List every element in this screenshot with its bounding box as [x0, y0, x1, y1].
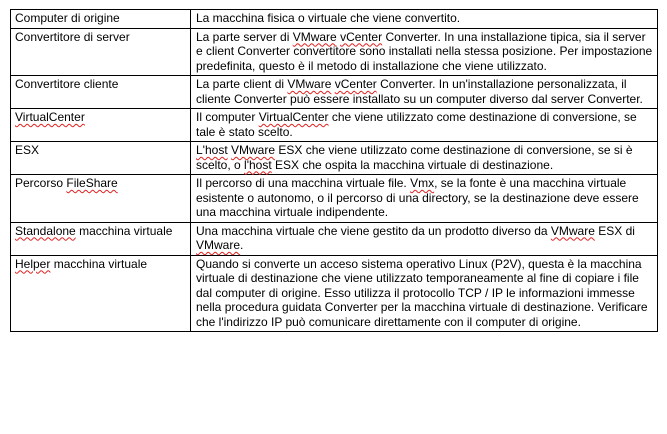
- definition-cell: La macchina fisica o virtuale che viene convertito.: [191, 10, 658, 29]
- term-cell: Computer di origine: [11, 10, 191, 29]
- definition-cell: L'host VMware ESX che viene utilizzato come destinazione di conversione, se si è scelto, o l'host ESX che ospita la macchina virtuale di destinazione.: [191, 142, 658, 175]
- term-cell: Convertitore cliente: [11, 76, 191, 109]
- spellcheck-flagged-word: l'host: [244, 157, 272, 172]
- spellcheck-flagged-word: Standalone: [15, 223, 76, 238]
- spellcheck-flagged-word: VMware: [196, 238, 241, 252]
- table-row: [11, 255, 658, 332]
- definition-cell: Quando si converte un acceso sistema operativo Linux (P2V), questa è la macchina virtuale di destinazione che viene utilizzato temporaneamente al fine di copiare i file dal computer di origine. Esso utilizza il protocollo TCP / IP le informazioni immesse nella procedura guidata Converter per la macchina virtuale di destinazione. Verificare che l'indirizzo IP può comunicare direttamente con il computer di origine.: [191, 255, 658, 332]
- glossary-table: [10, 9, 658, 332]
- spellcheck-flagged-word: vCenter: [340, 29, 383, 44]
- spellcheck-flagged-word: Vmx: [410, 176, 435, 190]
- table-row: [11, 175, 658, 223]
- spellcheck-flagged-word: FileShare: [66, 176, 118, 190]
- spellcheck-flagged-word: VirtualCenter: [15, 110, 85, 124]
- spellcheck-flagged-word: VMware: [287, 77, 332, 91]
- spellcheck-flagged-word: VMware: [231, 143, 276, 157]
- spellcheck-flagged-word: VMware: [550, 223, 595, 238]
- term-cell: Helper macchina virtuale: [11, 255, 191, 332]
- definition-cell: Una macchina virtuale che viene gestito da un prodotto diverso da VMware ESX di VMware.: [191, 222, 658, 255]
- table-row: [11, 222, 658, 255]
- term-cell: ESX: [11, 142, 191, 175]
- definition-cell: La parte server di VMware vCenter Converter. In una installazione tipica, sia il server e client Converter convertitore sono installati nella stessa posizione. Per impostazione predefinita, questo è il metodo di installazione che viene utilizzato.: [191, 28, 658, 76]
- table-row: [11, 109, 658, 142]
- table-row: [11, 10, 658, 29]
- term-cell: [11, 109, 191, 142]
- spellcheck-flagged-word: L'host: [196, 143, 228, 157]
- spellcheck-flagged-word: VirtualCenter: [258, 110, 329, 124]
- table-row: [11, 142, 658, 175]
- table-row: [11, 76, 658, 109]
- spellcheck-flagged-word: Helper: [15, 256, 51, 271]
- definition-cell: Il computer VirtualCenter che viene utilizzato come destinazione di conversione, se tale è stato scelto.: [191, 109, 658, 142]
- spellcheck-flagged-word: vCenter: [334, 77, 377, 91]
- table-row: [11, 28, 658, 76]
- spellcheck-flagged-word: VMware: [292, 29, 337, 44]
- definition-cell: La parte client di VMware vCenter Converter. In un'installazione personalizzata, il cliente Converter può essere installato su un computer diverso dal server Converter.: [191, 76, 658, 109]
- term-cell: Convertitore di server: [11, 28, 191, 76]
- term-cell: Standalone macchina virtuale: [11, 222, 191, 255]
- definition-cell: Il percorso di una macchina virtuale file. Vmx, se la fonte è una macchina virtuale esistente o autonomo, o il percorso di una directory, se la destinazione deve essere una macchina virtuale indipendente.: [191, 175, 658, 223]
- term-cell: Percorso FileShare: [11, 175, 191, 223]
